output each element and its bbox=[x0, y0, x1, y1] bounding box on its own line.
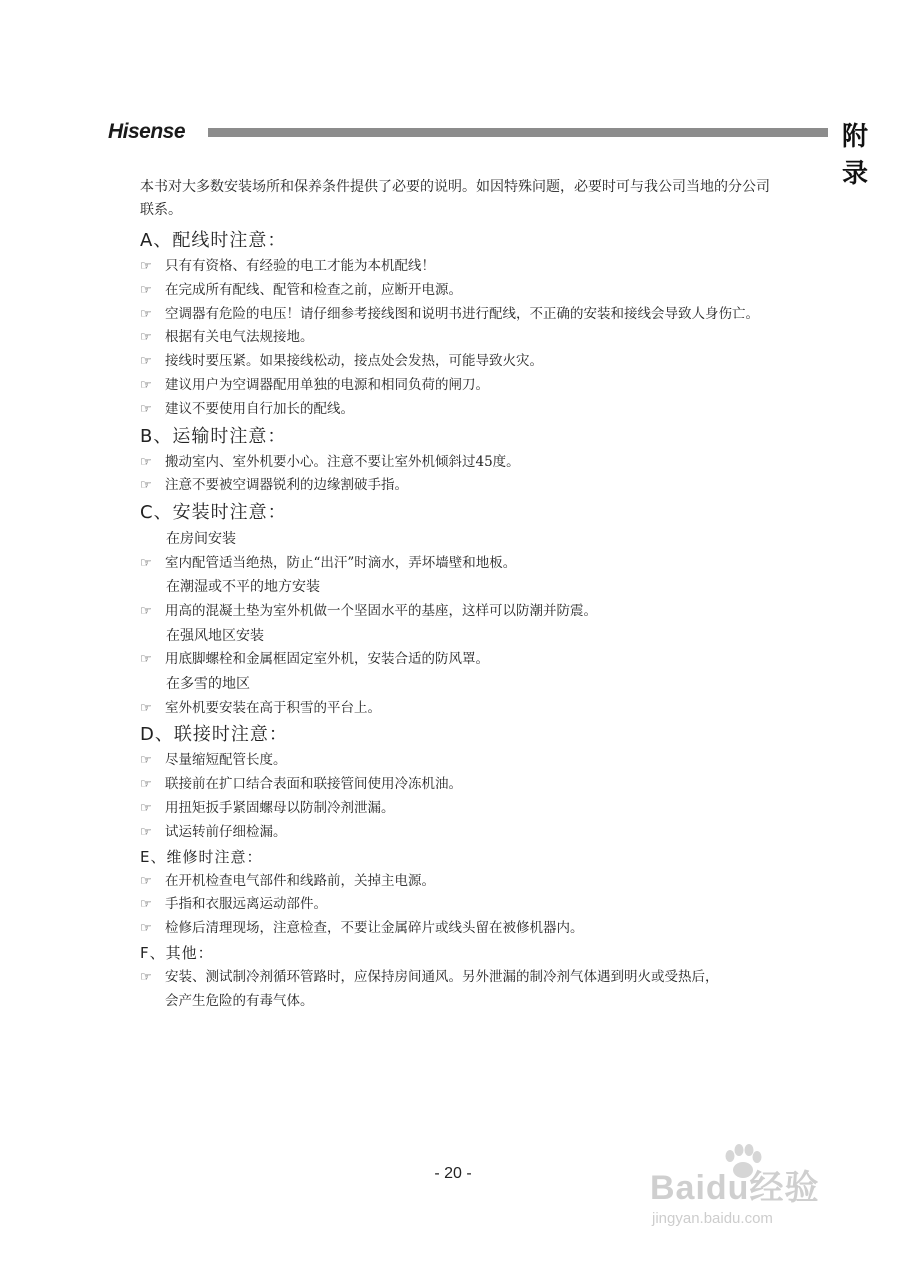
pointing-hand-icon: ☞ bbox=[140, 454, 152, 470]
intro-paragraph: 本书对大多数安装场所和保养条件提供了必要的说明。如因特殊问题，必要时可与我公司当地的分公司联系。 bbox=[140, 179, 770, 218]
list-item: ☞ 试运转前仔细检漏。 bbox=[140, 821, 780, 845]
subsection-title: 在房间安装 bbox=[166, 531, 236, 548]
list-item: ☞ 手指和衣服远离运动部件。 bbox=[140, 893, 780, 917]
page-number: - 20 - bbox=[434, 1165, 472, 1182]
hisense-logo: Hisense bbox=[108, 120, 186, 143]
header-rule bbox=[208, 128, 828, 137]
pointing-hand-icon: ☞ bbox=[140, 652, 152, 668]
pointing-hand-icon: ☞ bbox=[140, 377, 152, 393]
pointing-hand-icon: ☞ bbox=[140, 753, 152, 769]
subsection-title: 在潮湿或不平的地方安装 bbox=[166, 579, 320, 596]
list-item: ☞ 安装、测试制冷剂循环管路时，应保持房间通风。另外泄漏的制冷剂气体遇到明火或受热后， 会产生危险的有毒气体。 bbox=[140, 966, 780, 1014]
list-item: ☞ 用扭矩扳手紧固螺母以防制冷剂泄漏。 bbox=[140, 797, 780, 821]
section-b-title: B、运输时注意： bbox=[140, 425, 287, 447]
list-item: ☞ 注意不要被空调器锐利的边缘割破手指。 bbox=[140, 474, 780, 498]
list-item: ☞ 空调器有危险的电压！请仔细参考接线图和说明书进行配线，不正确的安装和接线会导致人身伤亡。 bbox=[140, 303, 780, 327]
pointing-hand-icon: ☞ bbox=[140, 259, 152, 274]
list-item: ☞ 接线时要压紧。如果接线松动，接点处会发热，可能导致火灾。 bbox=[140, 350, 780, 374]
list-item: ☞ 搬动室内、室外机要小心。注意不要让室外机倾斜过45度。 bbox=[140, 451, 780, 475]
pointing-hand-icon: ☞ bbox=[140, 603, 152, 619]
watermark-brand: Baidu经验 bbox=[650, 1169, 820, 1207]
pointing-hand-icon: ☞ bbox=[140, 800, 152, 816]
list-item: ☞ 检修后清理现场，注意检查，不要让金属碎片或线头留在被修机器内。 bbox=[140, 917, 780, 941]
pointing-hand-icon: ☞ bbox=[140, 897, 152, 913]
list-item: ☞ 室外机要安装在高于积雪的平台上。 bbox=[140, 697, 780, 721]
section-c-title: C、安装时注意： bbox=[140, 502, 287, 524]
pointing-hand-icon: ☞ bbox=[140, 306, 152, 322]
list-item: ☞ 尽量缩短配管长度。 bbox=[140, 749, 780, 773]
list-item: ☞ 建议用户为空调器配用单独的电源和相同负荷的闸刀。 bbox=[140, 374, 780, 398]
pointing-hand-icon: ☞ bbox=[140, 354, 152, 370]
baidu-watermark bbox=[650, 1140, 870, 1240]
list-item: ☞ 室内配管适当绝热，防止“出汗”时滴水，弄坏墙壁和地板。 bbox=[140, 552, 780, 576]
list-item: ☞ 建议不要使用自行加长的配线。 bbox=[140, 398, 780, 422]
page-header bbox=[108, 116, 879, 189]
subsection-title: 在多雪的地区 bbox=[166, 676, 250, 693]
list-item: ☞ 根据有关电气法规接地。 bbox=[140, 326, 780, 350]
subsection-title: 在强风地区安装 bbox=[166, 627, 264, 644]
pointing-hand-icon: ☞ bbox=[140, 777, 152, 793]
list-item: ☞ 用高的混凝土垫为室外机做一个坚固水平的基座，这样可以防潮并防震。 bbox=[140, 600, 780, 624]
pointing-hand-icon: ☞ bbox=[140, 330, 152, 346]
pointing-hand-icon: ☞ bbox=[140, 873, 152, 889]
watermark-url: jingyan.baidu.com bbox=[652, 1210, 773, 1227]
pointing-hand-icon: ☞ bbox=[140, 700, 152, 716]
list-item: ☞ 在完成所有配线、配管和检查之前，应断开电源。 bbox=[140, 279, 780, 303]
pointing-hand-icon: ☞ bbox=[140, 824, 152, 840]
section-f-title: F、其他： bbox=[140, 943, 214, 962]
list-item: ☞ 用底脚螺栓和金属框固定室外机，安装合适的防风罩。 bbox=[140, 648, 780, 672]
section-d-title: D、联接时注意： bbox=[140, 724, 288, 746]
section-a-title: A、配线时注意： bbox=[140, 230, 287, 251]
section-e-title: E、维修时注意： bbox=[140, 847, 263, 866]
pointing-hand-icon: ☞ bbox=[140, 921, 152, 937]
list-item: ☞ 在开机检查电气部件和线路前，关掉主电源。 bbox=[140, 870, 780, 894]
page-body bbox=[140, 176, 780, 1014]
pointing-hand-icon: ☞ bbox=[140, 555, 152, 571]
pointing-hand-icon: ☞ bbox=[140, 282, 152, 298]
list-item: ☞ 联接前在扩口结合表面和联接管间使用冷冻机油。 bbox=[140, 773, 780, 797]
pointing-hand-icon: ☞ bbox=[140, 969, 152, 985]
list-item: ☞ 只有有资格、有经验的电工才能为本机配线！ bbox=[140, 255, 780, 279]
section-title: 附录 bbox=[842, 122, 879, 189]
pointing-hand-icon: ☞ bbox=[140, 478, 152, 494]
pointing-hand-icon: ☞ bbox=[140, 401, 152, 417]
